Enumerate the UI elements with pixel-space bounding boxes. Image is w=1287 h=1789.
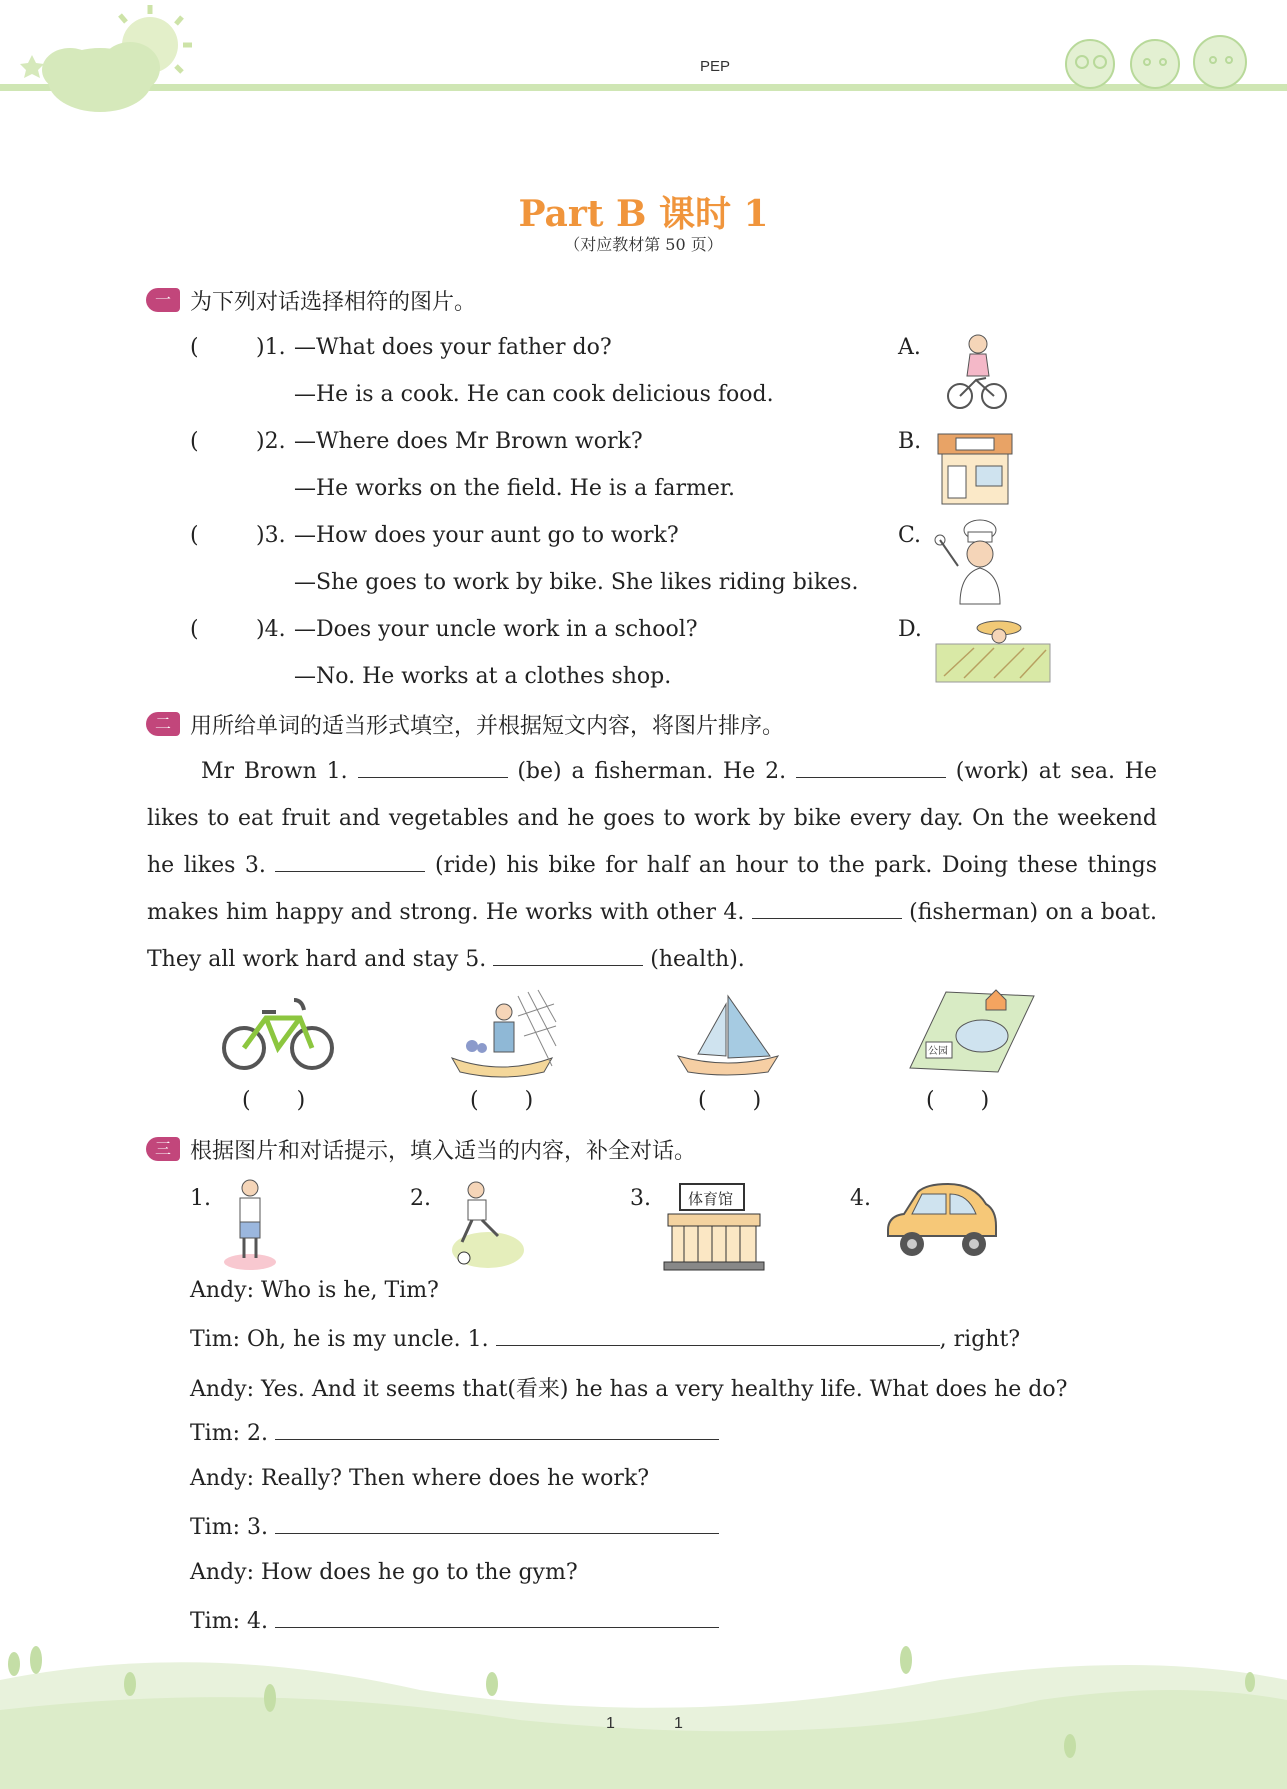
blank-5[interactable] — [493, 945, 643, 966]
dialogue-text: Tim: Oh, he is my uncle. 1. — [190, 1327, 489, 1352]
blank-4[interactable] — [752, 898, 902, 919]
dialogue-text: , right? — [939, 1327, 1021, 1352]
question-number-3: )3. — [256, 523, 286, 548]
page-subtitle: （对应教材第 50 页） — [564, 235, 723, 254]
answer-4: —No. He works at a clothes shop. — [294, 664, 672, 689]
passage-text: (be) a fisherman. He 2. — [517, 759, 787, 784]
park-icon — [906, 986, 1038, 1090]
section-3-badge: 三 — [146, 1137, 180, 1161]
question-1: —What does your father do? — [294, 335, 612, 360]
car-icon — [882, 1178, 1000, 1260]
question-3: —How does your aunt go to work? — [294, 523, 679, 548]
dialogue-line-5: Andy: Really? Then where does he work? — [190, 1466, 650, 1491]
passage-text: (ride) his bike for half an hour to the park. Doing these things — [435, 853, 1158, 878]
answer-paren-1[interactable]: ( — [190, 335, 199, 360]
option-label-a: A. — [898, 335, 921, 360]
dialogue-blank-1[interactable] — [496, 1325, 940, 1346]
picture-number-1: 1. — [190, 1186, 211, 1211]
passage-text: They all work hard and stay 5. — [147, 947, 487, 972]
question-number-2: )2. — [256, 429, 286, 454]
cook-icon — [930, 518, 1014, 606]
clothes-shop-icon — [936, 430, 1016, 510]
man-playing-football-icon — [440, 1180, 526, 1272]
order-bracket-2[interactable]: ( ) — [470, 1088, 534, 1113]
page-title: Part B 课时 1 — [518, 193, 769, 235]
order-bracket-4[interactable]: ( ) — [926, 1088, 990, 1113]
page-number-right: 1 — [674, 1715, 683, 1732]
section-2-heading: 用所给单词的适当形式填空，并根据短文内容，将图片排序。 — [190, 714, 785, 739]
dialogue-text: Tim: 4. — [190, 1609, 268, 1634]
passage-text: (work) at sea. He — [955, 759, 1157, 784]
dialogue-line-3: Andy: Yes. And it seems that(看来) he has a very healthy life. What does he do? — [190, 1377, 1068, 1402]
page-number-left: 1 — [606, 1715, 615, 1732]
picture-number-2: 2. — [410, 1186, 431, 1211]
picture-number-3: 3. — [630, 1186, 651, 1211]
passage-text: makes him happy and strong. He works with other 4. — [147, 900, 745, 925]
order-bracket-1[interactable]: ( ) — [242, 1088, 306, 1113]
option-label-b: B. — [898, 429, 922, 454]
dialogue-line-7: Andy: How does he go to the gym? — [190, 1560, 578, 1585]
answer-3: —She goes to work by bike. She likes riding bikes. — [294, 570, 859, 595]
question-4: —Does your uncle work in a school? — [294, 617, 698, 642]
option-label-c: C. — [898, 523, 922, 548]
passage-text: likes to eat fruit and vegetables and he goes to work by bike every day. On the weekend — [147, 806, 1157, 831]
answer-1: —He is a cook. He can cook delicious food. — [294, 382, 774, 407]
dialogue-line-1: Andy: Who is he, Tim? — [190, 1278, 439, 1303]
blank-2[interactable] — [796, 757, 946, 778]
gym-sign: 体育馆 — [688, 1190, 734, 1208]
cartoon-animals-decoration — [1055, 22, 1255, 92]
dialogue-text: Tim: 3. — [190, 1515, 268, 1540]
passage-text: Mr Brown 1. — [201, 759, 348, 784]
sailboat-icon — [676, 990, 780, 1078]
dialogue-text: Tim: 2. — [190, 1421, 268, 1446]
passage-text: (health). — [650, 947, 745, 972]
dialogue-line-2 — [190, 1325, 1020, 1352]
footer-hills-decoration — [0, 1640, 1287, 1789]
question-2: —Where does Mr Brown work? — [294, 429, 643, 454]
dialogue-blank-3[interactable] — [275, 1513, 719, 1534]
man-standing-icon — [222, 1178, 278, 1270]
section-2-badge: 二 — [146, 712, 180, 736]
section-3-heading: 根据图片和对话提示，填入适当的内容，补全对话。 — [190, 1139, 697, 1164]
option-label-d: D. — [898, 617, 922, 642]
answer-2: —He works on the field. He is a farmer. — [294, 476, 736, 501]
blank-1[interactable] — [358, 757, 508, 778]
question-number-4: )4. — [256, 617, 286, 642]
dialogue-line-6 — [190, 1513, 719, 1540]
dialogue-blank-2[interactable] — [275, 1419, 719, 1440]
question-number-1: )1. — [256, 335, 286, 360]
fisherman-net-icon — [448, 986, 560, 1080]
cloze-passage — [147, 748, 1157, 983]
gym-building-icon — [662, 1182, 766, 1274]
sun-cloud-decoration — [0, 0, 220, 120]
dialogue-line-4 — [190, 1419, 719, 1446]
section-1-heading: 为下列对话选择相符的图片。 — [190, 290, 477, 315]
farmer-field-icon — [934, 616, 1054, 684]
dialogue-blank-4[interactable] — [275, 1607, 719, 1628]
passage-text: (fisherman) on a boat. — [909, 900, 1157, 925]
answer-paren-3[interactable]: ( — [190, 523, 199, 548]
answer-paren-2[interactable]: ( — [190, 429, 199, 454]
dialogue-line-8 — [190, 1607, 719, 1634]
girl-riding-bike-icon — [940, 330, 1012, 412]
picture-number-4: 4. — [850, 1186, 871, 1211]
order-bracket-3[interactable]: ( ) — [698, 1088, 762, 1113]
passage-text: he likes 3. — [147, 853, 266, 878]
park-sign: 公园 — [928, 1046, 948, 1057]
section-1-badge: 一 — [146, 288, 180, 312]
answer-paren-4[interactable]: ( — [190, 617, 199, 642]
bike-icon — [222, 992, 336, 1076]
series-label: PEP — [700, 58, 731, 75]
blank-3[interactable] — [275, 851, 425, 872]
